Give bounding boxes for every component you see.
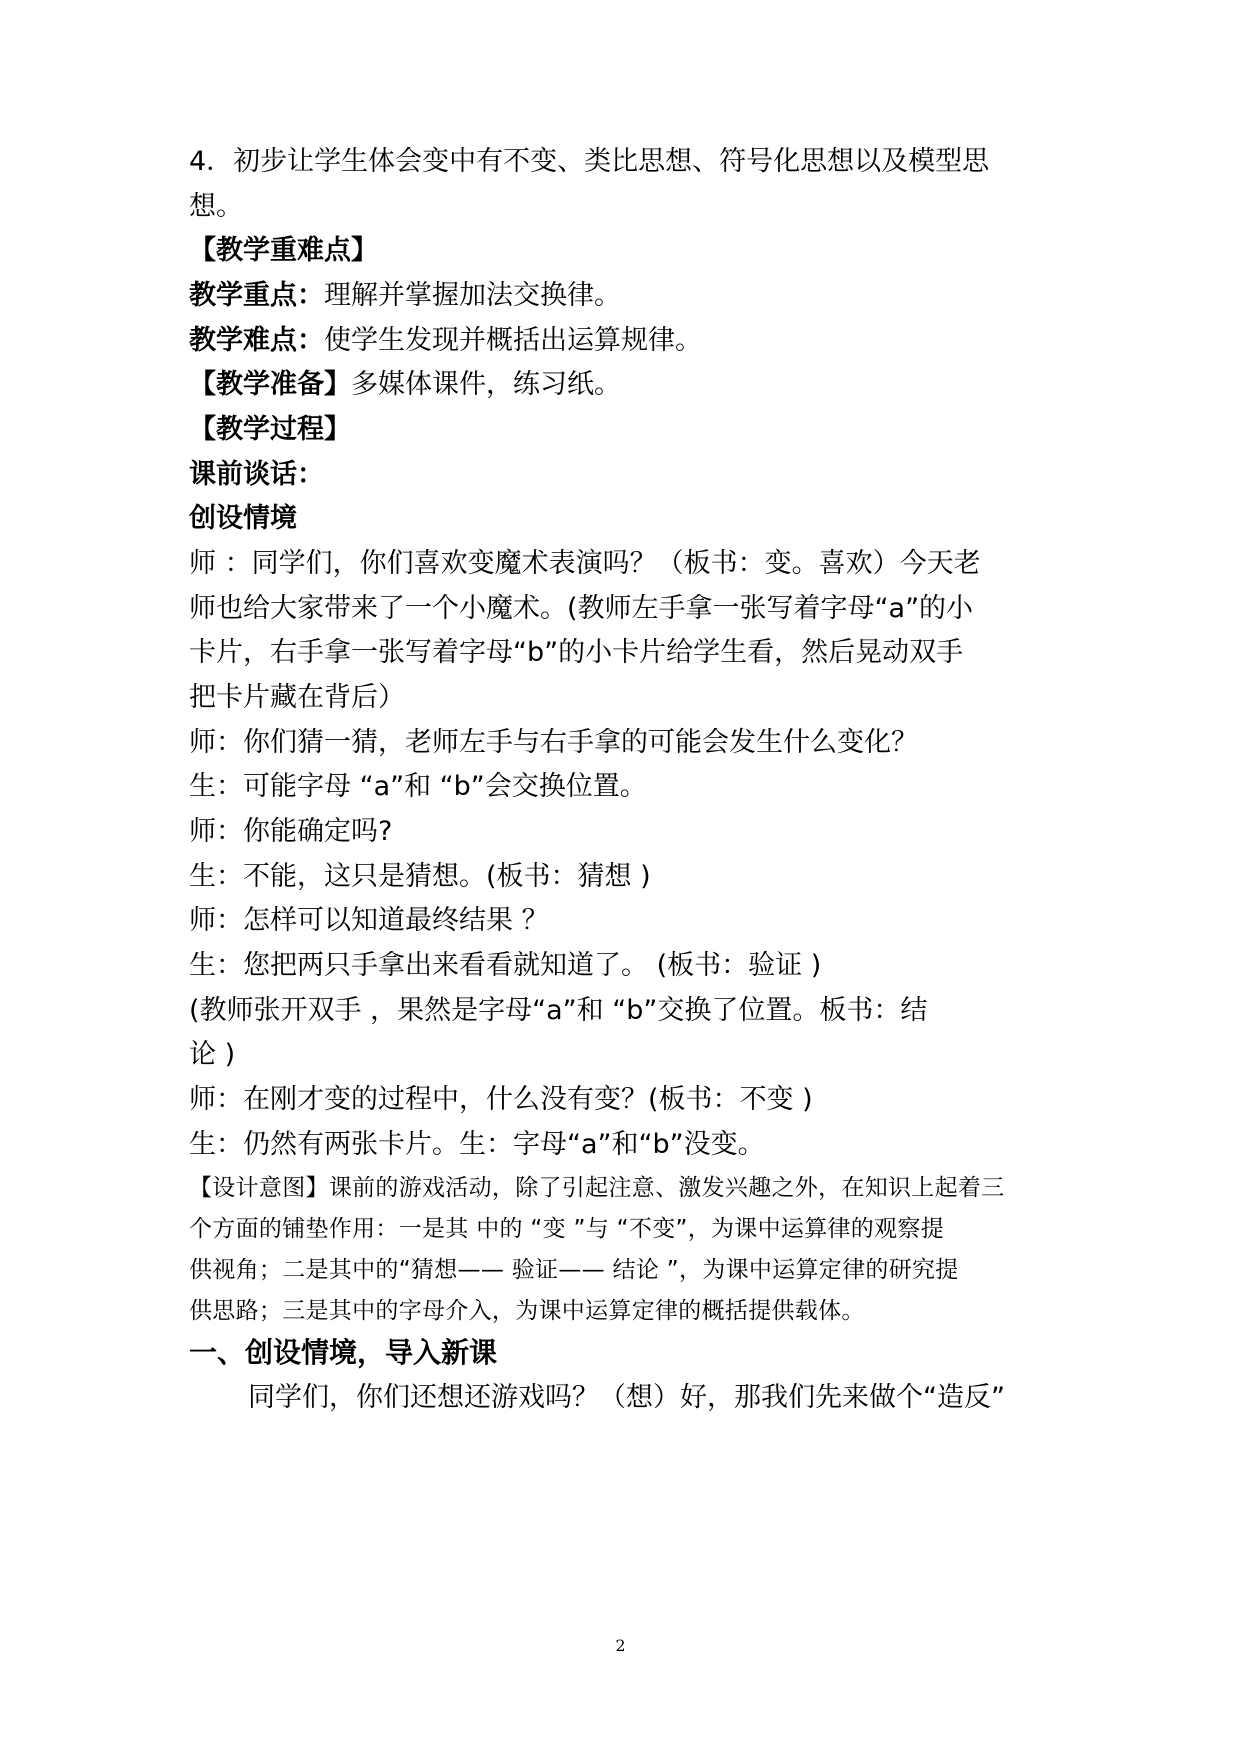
teaching-focus-line: [189, 278, 1069, 314]
dialogue-line: 师 ：同学们，你们喜欢变魔术表演吗？（板书：变。喜欢）今天老: [189, 548, 981, 579]
objective-4-line-1: 4．初步让学生体会变中有不变、类比思想、符号化思想以及模型思: [189, 146, 990, 177]
last-paragraph-line: 同学们，你们还想还游戏吗？（想）好，那我们先来做个“造反”: [248, 1382, 1005, 1413]
section-heading: 一、创设情境，导入新课: [189, 1336, 498, 1369]
dialogue-line: 论 ): [189, 1039, 236, 1070]
page-number: 2: [615, 1636, 626, 1655]
teaching-preparation-label: 【教学准备】: [189, 369, 351, 400]
dialogue-line: 把卡片藏在背后）: [189, 682, 405, 713]
dialogue-line: 生：仍然有两张卡片。生：字母“a”和“b”没变。: [189, 1129, 765, 1160]
teaching-preparation-text: 多媒体课件，练习纸。: [351, 369, 621, 400]
design-intent-line-4: 供思路；三是其中的字母介入，为课中运算定律的概括提供载体。: [189, 1298, 865, 1324]
design-intent-text: 课前的游戏活动，除了引起注意、激发兴趣之外，在知识上起着三: [328, 1175, 1005, 1201]
objective-4-line-2: 想。: [189, 191, 243, 222]
dialogue-line: 师也给大家带来了一个小魔术。(教师左手拿一张写着字母“a”的小: [189, 593, 974, 624]
dialogue-line: (教师张开双手 ，果然是字母“a”和 “b”交换了位置。板书：结: [189, 995, 928, 1026]
teaching-difficulty-label: 教学难点：: [189, 325, 324, 356]
dialogue-line: 师：怎样可以知道最终结果 ？: [189, 905, 549, 936]
dialogue-line: 生：不能，这只是猜想。(板书：猜想 ): [189, 861, 651, 892]
heading-pre-class-talk: 课前谈话：: [189, 459, 324, 490]
teaching-focus-label: 教学重点：: [189, 280, 324, 311]
teaching-difficulty-text: 使学生发现并概括出运算规律。: [324, 325, 702, 356]
heading-teaching-process: 【教学过程】: [189, 414, 351, 445]
design-intent-line-3: 供视角；二是其中的“猜想—— 验证—— 结论 ”，为课中运算定律的研究提: [189, 1257, 959, 1283]
heading-key-difficult-points: 【教学重难点】: [189, 235, 378, 266]
dialogue-line: 生：您把两只手拿出来看看就知道了。 (板书：验证 ): [189, 950, 822, 981]
design-intent-line-2: 个方面的铺垫作用：一是其 中的 “变 ”与 “不变”，为课中运算律的观察提: [189, 1216, 945, 1242]
dialogue-line: 师：你们猜一猜，老师左手与右手拿的可能会发生什么变化？: [189, 727, 918, 758]
teaching-difficulty-line: [189, 323, 1069, 359]
teaching-focus-text: 理解并掌握加法交换律。: [324, 280, 621, 311]
dialogue-line: 师：你能确定吗?: [189, 816, 393, 847]
design-intent-label: 【设计意图】: [189, 1175, 329, 1201]
dialogue-line: 卡片，右手拿一张写着字母“b”的小卡片给学生看，然后晃动双手: [189, 637, 964, 668]
dialogue-line: 生：可能字母 “a”和 “b”会交换位置。: [189, 771, 647, 802]
dialogue-line: 师：在刚才变的过程中，什么没有变？(板书：不变 ): [189, 1084, 813, 1115]
heading-create-situation: 创设情境: [189, 503, 297, 534]
design-intent-line-1: [189, 1172, 1069, 1204]
teaching-preparation-line: [189, 367, 1069, 403]
